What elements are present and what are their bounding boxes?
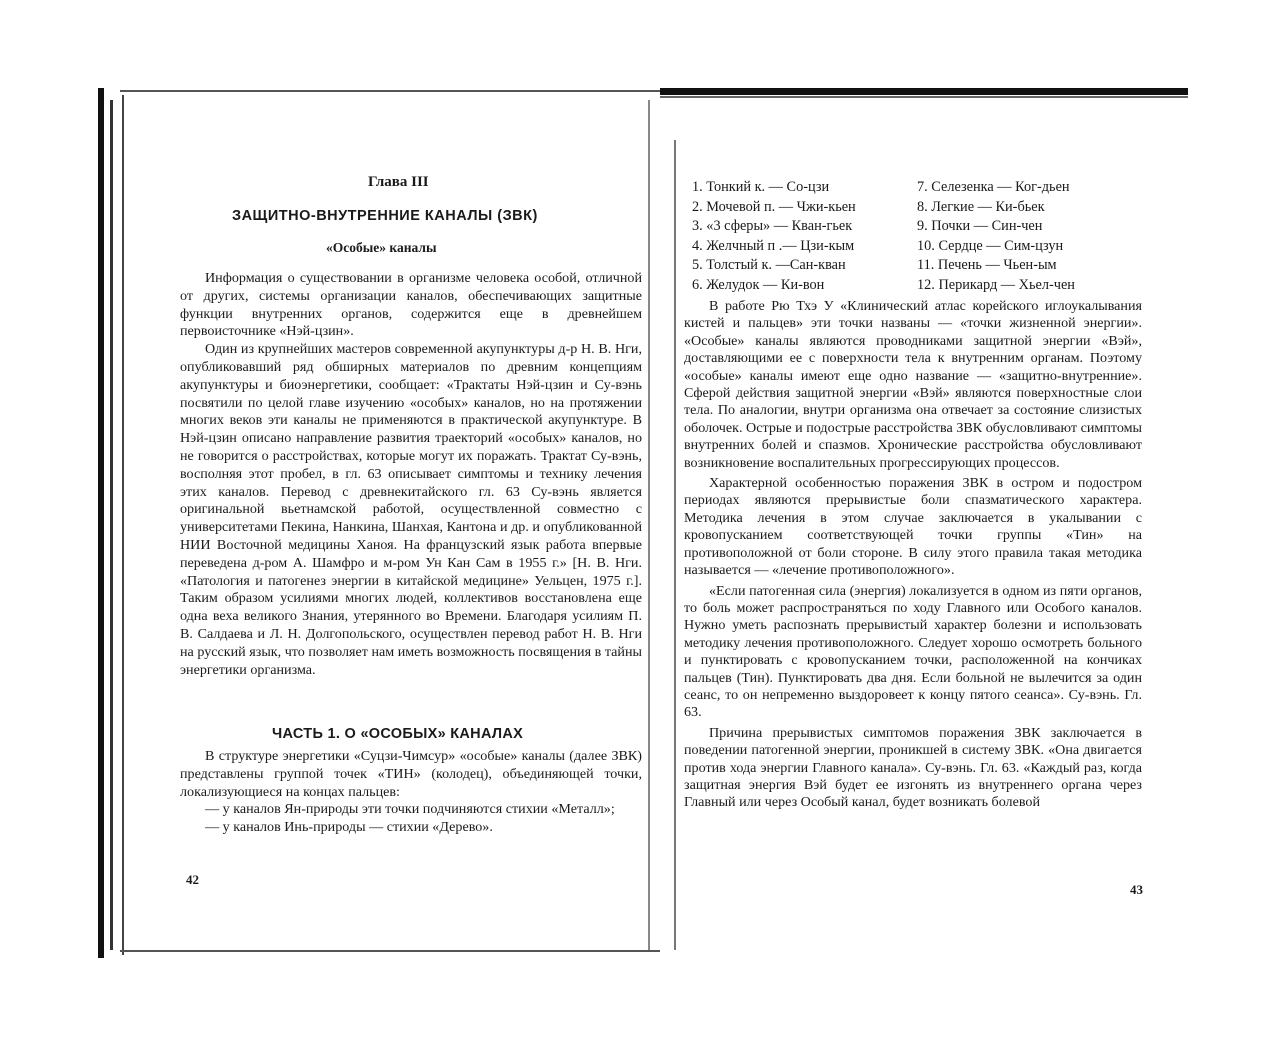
scan-edge-vertical xyxy=(98,88,104,958)
channel-item: 10. Сердце — Сим-цзун xyxy=(917,237,1064,254)
paragraph: В структуре энергетики «Суцзи-Чимсур» «особые» каналы (далее ЗВК) представлены группой точек «ТИН» (колодец), объединяющей точки, локализующиеся на концах пальцев: xyxy=(180,748,642,800)
paragraph: В работе Рю Тхэ У «Клинический атлас корейского иглоукалывания кистей и пальцев» эти точки названы — «точки жизненной энергии». «Особые» каналы являются проводниками защитной энергии «Вэй», доставляющими ее с поверхности тела к внутренним органам. Поэтому «особые» каналы имеют еще одно название — «защитно-внутренние». Сферой действия защитной энергии «Вэй» являются поверхностные слои тела. По аналогии, внутри организма она отвечает за состояние слизистых оболочек. Острые и подострые расстройства ЗВК обусловливают симптомы внутренних болей и спазмов. Хронические расстройства обусловливают возникновение воспалительных прогрессирующих процессов. xyxy=(684,298,1142,471)
channel-item: 6. Желудок — Ки-вон xyxy=(692,276,825,293)
page-number: 42 xyxy=(186,872,199,887)
subtitle: «Особые» каналы xyxy=(326,240,437,255)
channel-row xyxy=(692,276,1152,296)
section-title: ЗАЩИТНО-ВНУТРЕННИЕ КАНАЛЫ (ЗВК) xyxy=(232,208,538,224)
channel-item: 3. «3 сферы» — Кван-гьек xyxy=(692,218,853,234)
left-body-text-2 xyxy=(180,748,642,837)
paragraph: «Если патогенная сила (энергия) локализуется в одном из пяти органов, то боль может распространяться по ходу Главного или Особого каналов. Нужно уметь распознать прерывистый характер болезни и использовать методику лечения противоположного. Следует хорошо осмотреть больного и пунктировать с кровопусканием точки, расположенной на кончиках пальцев (Тин). Пунктировать два дня. Если больной не вылечится за один сеанс, то он непременно выздоровеет к концу пятого сеанса». Су-вэнь. Гл. 63. xyxy=(684,582,1142,721)
channel-item: 2. Мочевой п. — Чжи-кьен xyxy=(692,198,856,215)
channel-row xyxy=(692,198,1152,218)
channel-item: 12. Перикард — Хьел-чен xyxy=(917,276,1075,293)
scan-edge-inner xyxy=(674,140,676,950)
channel-item: 4. Желчный п .— Цзи-кым xyxy=(692,237,855,254)
list-item: — у каналов Ян-природы эти точки подчиняются стихии «Металл»; xyxy=(205,801,615,818)
channel-item: 7. Селезенка — Ког-дьен xyxy=(917,179,1070,195)
chapter-title: Глава III xyxy=(368,174,429,190)
left-body-text xyxy=(180,270,642,679)
list-item: — у каналов Инь-природы — стихии «Дерево». xyxy=(205,819,493,836)
scan-edge-vertical xyxy=(122,95,124,955)
page-number: 43 xyxy=(1130,882,1143,897)
channel-row xyxy=(692,256,1152,276)
channel-list xyxy=(692,178,1152,295)
channel-row xyxy=(692,237,1152,257)
channel-item: 5. Толстый к. —Сан-кван xyxy=(692,257,846,273)
channel-row xyxy=(692,217,1152,237)
paragraph: Характерной особенностью поражения ЗВК в остром и подостром периодах являются прерывистые боли спазматического характера. Методика лечения в этом случае заключается в укалывании с кровопусканием соответствующей точки группы «Тин» на противоположной от боли стороне. В силу этого правила такая методика называется — «лечение противоположного». xyxy=(684,475,1142,579)
scan-edge-top xyxy=(660,88,1188,95)
channel-item: 11. Печень — Чьен-ым xyxy=(917,257,1057,273)
channel-row xyxy=(692,178,1152,198)
paragraph: Один из крупнейших мастеров современной акупунктуры д-р Н. В. Нги, опубликовавший ряд обширных материалов по древним концепциям акупунктуры и биоэнергетики, сообщает: «Трактаты Нэй-цзин и Су-вэнь посвятили по целой главе изучению «особых» каналов, но на протяжении многих веков эти каналы не применяются в практической акупунктуре. В Нэй-цзин описано направление развития траекторий «особых» каналов, но не говорится о расстройствах, которые могут их поражать. Трактат Су-вэнь, восполняя этот пробел, в гл. 63 описывает симптомы и технику лечения этих каналов. Перевод с древнекитайского гл. 63 Су-вэнь является оригинальной вьетнамской работой, осуществленной совместно с университетами Пекина, Нанкина, Шанхая, Кантона и др. и опубликованной НИИ Восточной медицины Ханоя. На французский язык работа впервые переведена д-ром А. Шамфро и м-ром Ун Кан Сам в 1955 г.» [Н. В. Нги. «Патология и патогенез энергии в китайской медицине» Уельцен, 1975 г.]. Таким образом усилиями многих людей, коллективов восстановлена еще одна веха великого Знания, утерянного во Времени. Благодаря усилиям П. В. Салдаева и Л. Н. Долгопольского, осуществлен перевод работ Н. В. Нги на русский язык, что позволяет нам иметь возможность посвящения в тайны энергетики организма. xyxy=(180,341,642,678)
scan-edge-top xyxy=(120,90,660,92)
channel-item: 9. Почки — Син-чен xyxy=(917,218,1043,234)
paragraph: Информация о существовании в организме человека особой, отличной от других, системы организации каналов, обеспечивающих защитные функции внутренних органов, содержится еще в древнейшем первоисточнике «Нэй-цзин». xyxy=(180,270,642,340)
scan-edge-vertical xyxy=(110,100,113,950)
paragraph: Причина прерывистых симптомов поражения ЗВК заключается в поведении патогенной энергии, проникшей в систему ЗВК. «Она двигается против хода энергии Главного канала». Су-вэнь. Гл. 63. «Каждый раз, когда защитная энергия Вэй будет ее изгонять из внутреннего органа через Главный или через Особый канал, будет возникать болевой xyxy=(684,724,1142,811)
scan-edge-bottom xyxy=(120,950,660,952)
scan-edge-top xyxy=(660,96,1188,98)
channel-item: 8. Легкие — Ки-бьек xyxy=(917,198,1045,215)
part-heading: ЧАСТЬ 1. О «ОСОБЫХ» КАНАЛАХ xyxy=(272,726,524,742)
right-page xyxy=(660,0,1280,1039)
scan-edge-inner xyxy=(648,100,650,950)
right-body-text xyxy=(684,298,1142,815)
channel-item: 1. Тонкий к. — Со-цзи xyxy=(692,179,830,195)
